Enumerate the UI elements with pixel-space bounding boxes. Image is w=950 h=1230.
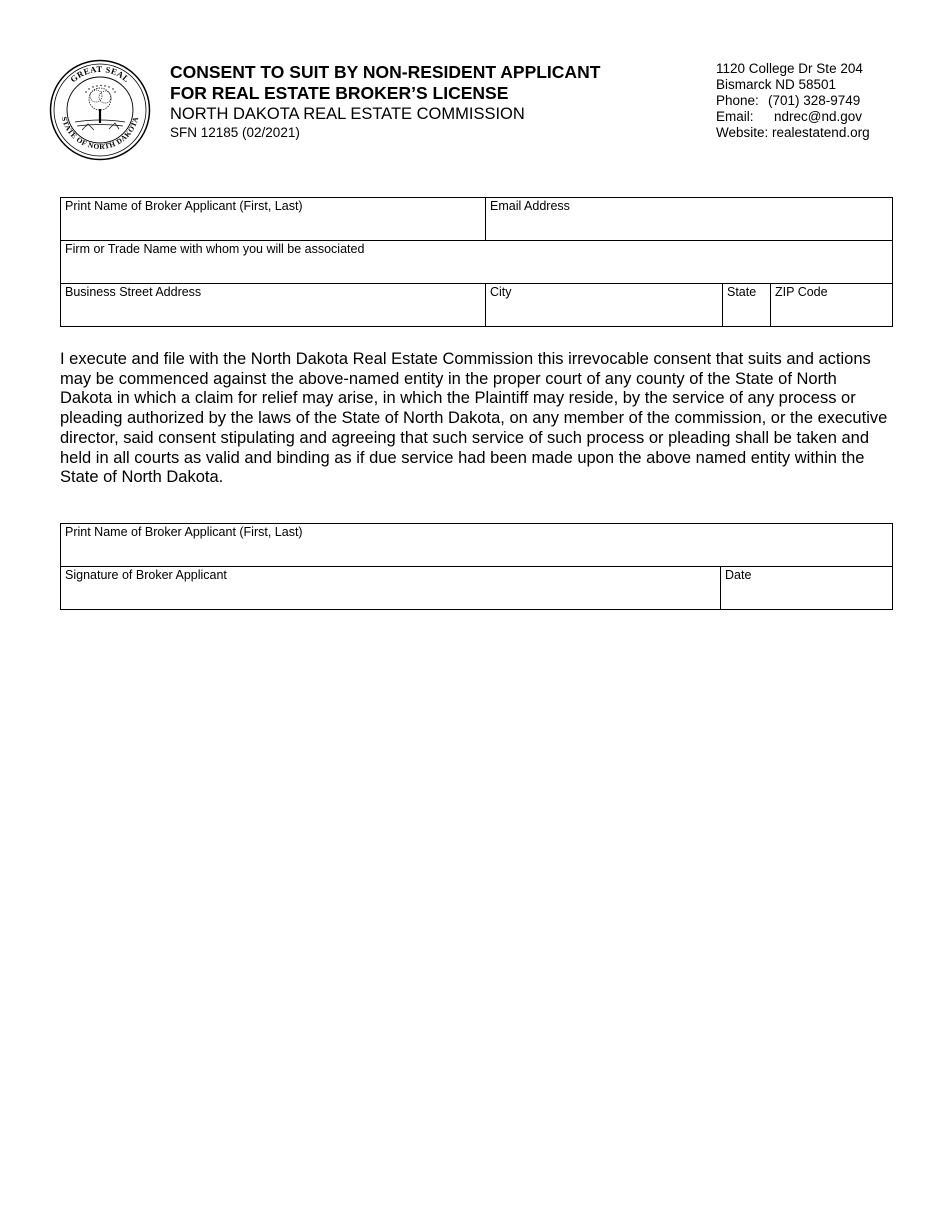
state-label: State [727, 285, 757, 299]
city-label: City [490, 285, 512, 299]
address-line-1: 1120 College Dr Ste 204 [716, 61, 863, 76]
date-field[interactable] [721, 567, 893, 610]
phone-label: Phone: [716, 93, 759, 108]
signature-table [60, 523, 893, 610]
phone-line [716, 93, 870, 109]
date-label: Date [725, 568, 752, 582]
form-header [170, 62, 600, 141]
signer-name-field[interactable] [61, 524, 893, 567]
email-address-field[interactable] [486, 198, 893, 241]
applicant-info-table [60, 197, 893, 327]
broker-name-label: Print Name of Broker Applicant (First, Last) [65, 199, 303, 213]
signer-name-label: Print Name of Broker Applicant (First, Last) [65, 525, 303, 539]
form-title-line-1: CONSENT TO SUIT BY NON-RESIDENT APPLICANT [170, 62, 601, 82]
email-value: ndrec@nd.gov [774, 109, 863, 124]
email-address-label: Email Address [490, 199, 570, 213]
state-field[interactable] [723, 284, 771, 327]
state-seal-logo [49, 59, 151, 161]
signature-label: Signature of Broker Applicant [65, 568, 227, 582]
form-number: SFN 12185 (02/2021) [170, 125, 300, 140]
broker-name-field[interactable] [61, 198, 486, 241]
firm-name-field[interactable] [61, 241, 893, 284]
contact-block [716, 61, 870, 141]
city-field[interactable] [486, 284, 723, 327]
website-line: Website: realestatend.org [716, 125, 870, 140]
svg-text:GREAT SEAL: GREAT SEAL [68, 63, 132, 85]
firm-name-label: Firm or Trade Name with whom you will be associated [65, 242, 365, 256]
svg-text:STATE OF NORTH DAKOTA: STATE OF NORTH DAKOTA [59, 115, 141, 152]
zip-code-label: ZIP Code [775, 285, 828, 299]
street-address-field[interactable] [61, 284, 486, 327]
phone-value: (701) 328-9749 [768, 93, 861, 108]
agency-name: NORTH DAKOTA REAL ESTATE COMMISSION [170, 105, 525, 123]
email-line [716, 109, 870, 125]
zip-code-field[interactable] [771, 284, 893, 327]
email-label: Email: [716, 109, 754, 124]
form-title-line-2: FOR REAL ESTATE BROKER’S LICENSE [170, 83, 509, 103]
street-address-label: Business Street Address [65, 285, 202, 299]
address-line-2: Bismarck ND 58501 [716, 77, 837, 92]
consent-statement: I execute and file with the North Dakota Real Estate Commission this irrevocable consent that suits and actions may be commenced against the above-named entity in the proper court of any county of the State of North Dakota in which a claim for relief may arise, in which the Plaintiff may reside, by the service of any process or pleading authorized by the laws of the State of North Dakota, on any member of the commission, or the executive director, said consent stipulating and agreeing that such service of such process or pleading shall be taken and held in all courts as valid and binding as if due service had been made upon the above named entity within the State of North Dakota. [60, 350, 888, 487]
signature-field[interactable] [61, 567, 721, 610]
